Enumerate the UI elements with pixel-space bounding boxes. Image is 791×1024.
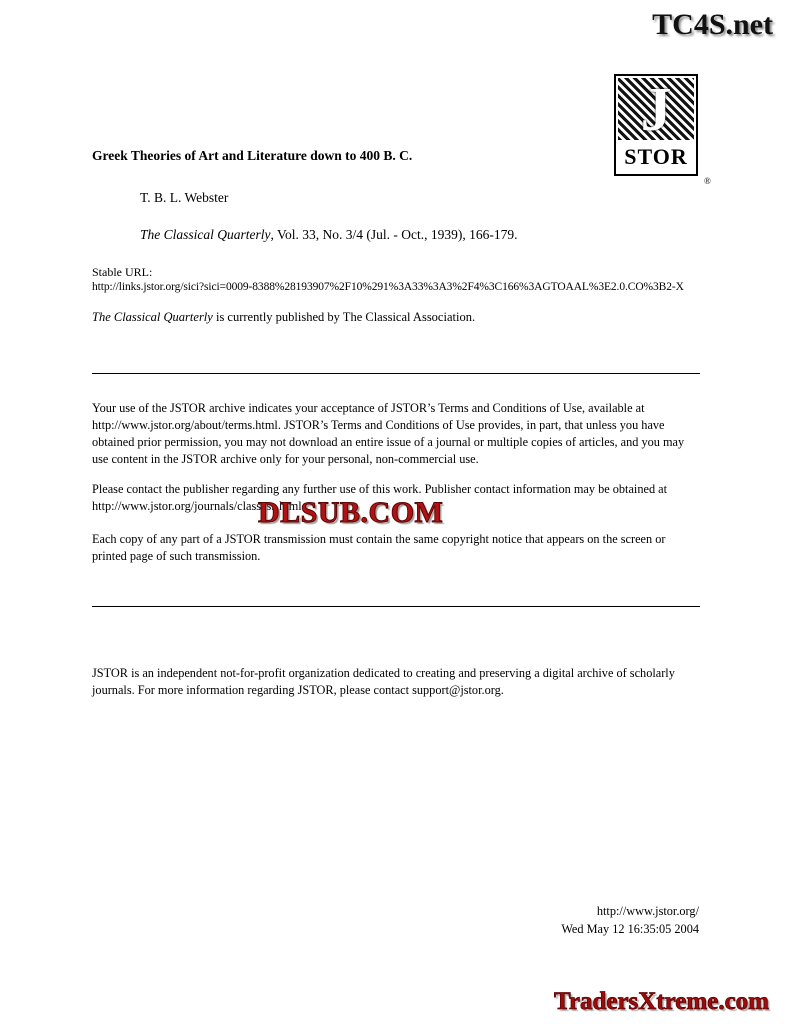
published-by-journal-name: The Classical Quarterly (92, 310, 213, 324)
footer-url[interactable]: http://www.jstor.org/ (596, 904, 699, 918)
article-author: T. B. L. Webster (140, 190, 229, 205)
article-citation (140, 227, 700, 243)
stable-url-label: Stable URL: (92, 265, 153, 279)
footer-timestamp: Wed May 12 16:35:05 2004 (561, 922, 699, 936)
watermark-top-right: TC4S.net (652, 8, 773, 41)
citation-journal-name: The Classical Quarterly (140, 227, 271, 242)
divider-top (92, 373, 700, 374)
terms-paragraph-4: JSTOR is an independent not-for-profit organization dedicated to creating and preserving a digital archive of scholarly journals. For more information regarding JSTOR, please contact support@jstor.org. (92, 666, 675, 697)
watermark-bottom-right: TradersXtreme.com (554, 988, 769, 1015)
watermark-center: DLSUB.COM (258, 496, 444, 529)
stable-url-link[interactable]: http://links.jstor.org/sici?sici=0009-8388%28193907%2F10%291%3A33%3A3%2F4%3C166%3AGTOAAL%3E2.0.CO%3B2-X (92, 281, 684, 293)
terms-paragraph-1: Your use of the JSTOR archive indicates your acceptance of JSTOR’s Terms and Conditions of Use, available at http://www.jstor.org/about/terms.html. JSTOR’s Terms and Conditions of Use provides, in part, that unless you have obtained prior permission, you may not download an entire issue of a journal or multiple copies of articles, and you may use content in the JSTOR archive only for your personal, non-commercial use. (92, 401, 685, 466)
logo-wordmark: STOR (624, 144, 688, 169)
footer-block (561, 902, 699, 938)
published-by-rest: is currently published by The Classical Association. (212, 310, 476, 324)
logo-letter-j: J (640, 76, 672, 144)
terms-paragraph-2: Please contact the publisher regarding any further use of this work. Publisher contact information may be obtained at http://www.jstor.org/journals/classass.html. (92, 482, 668, 513)
page-title: Greek Theories of Art and Literature down to 400 B. C. (92, 148, 413, 163)
published-by-line (92, 310, 700, 325)
registered-trademark-icon: ® (704, 176, 711, 186)
citation-details: , Vol. 33, No. 3/4 (Jul. - Oct., 1939), 166-179. (270, 227, 518, 242)
divider-bottom (92, 606, 700, 607)
terms-paragraph-3: Each copy of any part of a JSTOR transmission must contain the same copyright notice that appears on the screen or printed page of such transmission. (92, 532, 666, 563)
